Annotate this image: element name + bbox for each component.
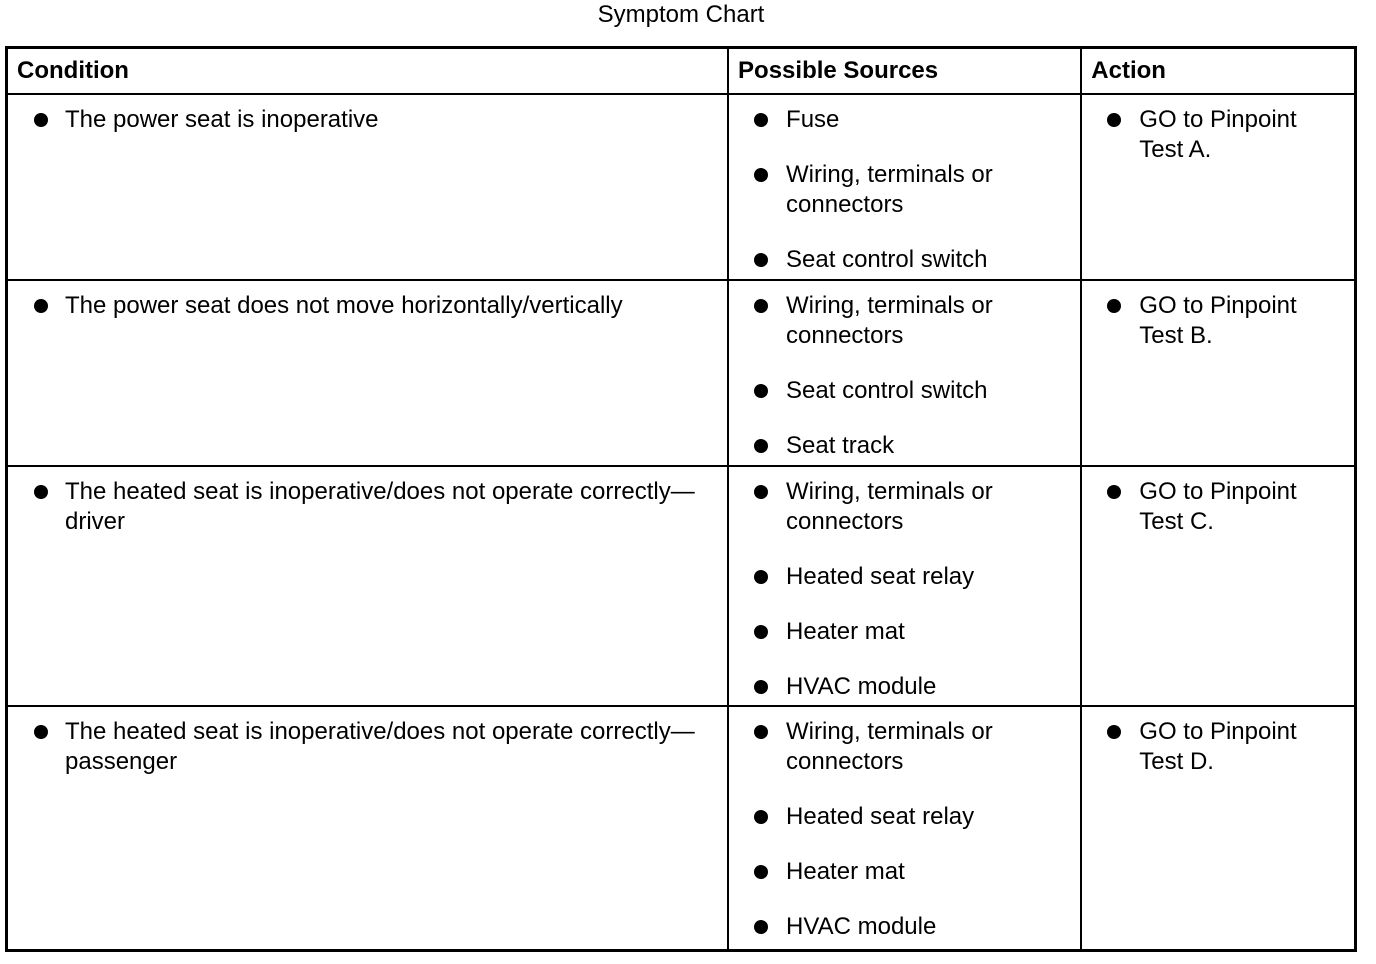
condition-text: The power seat is inoperative (65, 106, 379, 133)
condition-cell (7, 706, 729, 951)
action-text: GO to Pinpoint Test D. (1139, 718, 1297, 775)
source-text: Heater mat (786, 618, 905, 645)
sources-list (729, 467, 1080, 702)
table-header-row (7, 48, 1356, 95)
source-text: Seat control switch (786, 377, 988, 404)
bullet-icon (754, 725, 768, 739)
list-item (729, 376, 1080, 406)
condition-cell (7, 94, 729, 280)
sources-cell (728, 706, 1081, 951)
condition-list (8, 95, 727, 135)
bullet-icon (754, 384, 768, 398)
action-list (1082, 95, 1354, 165)
list-item (729, 562, 1080, 592)
action-list (1082, 281, 1354, 351)
sources-list (729, 281, 1080, 461)
list-item (729, 160, 1080, 220)
list-item (1082, 291, 1354, 351)
bullet-icon (754, 113, 768, 127)
sources-cell (728, 280, 1081, 466)
bullet-icon (34, 113, 48, 127)
list-item (729, 617, 1080, 647)
condition-text: The heated seat is inoperative/does not operate correctly— driver (65, 478, 695, 535)
list-item (1082, 477, 1354, 537)
table-row (7, 706, 1356, 951)
source-text: Heater mat (786, 858, 905, 885)
bullet-icon (754, 810, 768, 824)
bullet-icon (754, 570, 768, 584)
source-text: Fuse (786, 106, 840, 133)
source-text: HVAC module (786, 913, 937, 940)
list-item (729, 291, 1080, 351)
list-item (729, 477, 1080, 537)
list-item (1082, 717, 1354, 777)
sources-list (729, 707, 1080, 942)
bullet-icon (754, 865, 768, 879)
list-item (729, 672, 1080, 702)
source-text: Heated seat relay (786, 563, 975, 590)
action-list (1082, 707, 1354, 777)
condition-cell (7, 280, 729, 466)
list-item (8, 477, 727, 537)
source-text: HVAC module (786, 673, 937, 700)
condition-text: The power seat does not move horizontally/vertically (65, 292, 623, 319)
list-item (729, 105, 1080, 135)
symptom-table (5, 46, 1357, 952)
action-cell (1081, 280, 1355, 466)
bullet-icon (34, 485, 48, 499)
bullet-icon (34, 299, 48, 313)
action-text: GO to Pinpoint Test C. (1139, 478, 1297, 535)
source-text: Seat control switch (786, 246, 988, 273)
table-row (7, 466, 1356, 706)
source-text: Wiring, terminals or connectors (786, 161, 993, 218)
source-text: Wiring, terminals or connectors (786, 718, 993, 775)
action-text: GO to Pinpoint Test B. (1139, 292, 1297, 349)
bullet-icon (754, 253, 768, 267)
header-possible-sources: Possible Sources (728, 48, 1081, 95)
list-item (8, 717, 727, 777)
action-cell (1081, 706, 1355, 951)
bullet-icon (754, 299, 768, 313)
list-item (729, 431, 1080, 461)
list-item (729, 857, 1080, 887)
bullet-icon (754, 439, 768, 453)
condition-cell (7, 466, 729, 706)
bullet-icon (754, 625, 768, 639)
header-action: Action (1081, 48, 1355, 95)
table-row (7, 94, 1356, 280)
action-cell (1081, 466, 1355, 706)
source-text: Heated seat relay (786, 803, 975, 830)
chart-title: Symptom Chart (597, 1, 765, 28)
list-item (1082, 105, 1354, 165)
condition-text: The heated seat is inoperative/does not operate correctly— passenger (65, 718, 695, 775)
condition-list (8, 707, 727, 777)
bullet-icon (754, 680, 768, 694)
header-condition: Condition (7, 48, 729, 95)
bullet-icon (34, 725, 48, 739)
list-item (729, 717, 1080, 777)
sources-list (729, 95, 1080, 275)
condition-list (8, 281, 727, 321)
bullet-icon (754, 485, 768, 499)
action-list (1082, 467, 1354, 537)
list-item (8, 291, 727, 321)
list-item (729, 245, 1080, 275)
sources-cell (728, 94, 1081, 280)
list-item (729, 802, 1080, 832)
bullet-icon (754, 168, 768, 182)
condition-list (8, 467, 727, 537)
source-text: Seat track (786, 432, 895, 459)
sources-cell (728, 466, 1081, 706)
table-row (7, 280, 1356, 466)
list-item (729, 912, 1080, 942)
list-item (8, 105, 727, 135)
action-text: GO to Pinpoint Test A. (1139, 106, 1297, 163)
source-text: Wiring, terminals or connectors (786, 292, 993, 349)
source-text: Wiring, terminals or connectors (786, 478, 993, 535)
action-cell (1081, 94, 1355, 280)
bullet-icon (754, 920, 768, 934)
